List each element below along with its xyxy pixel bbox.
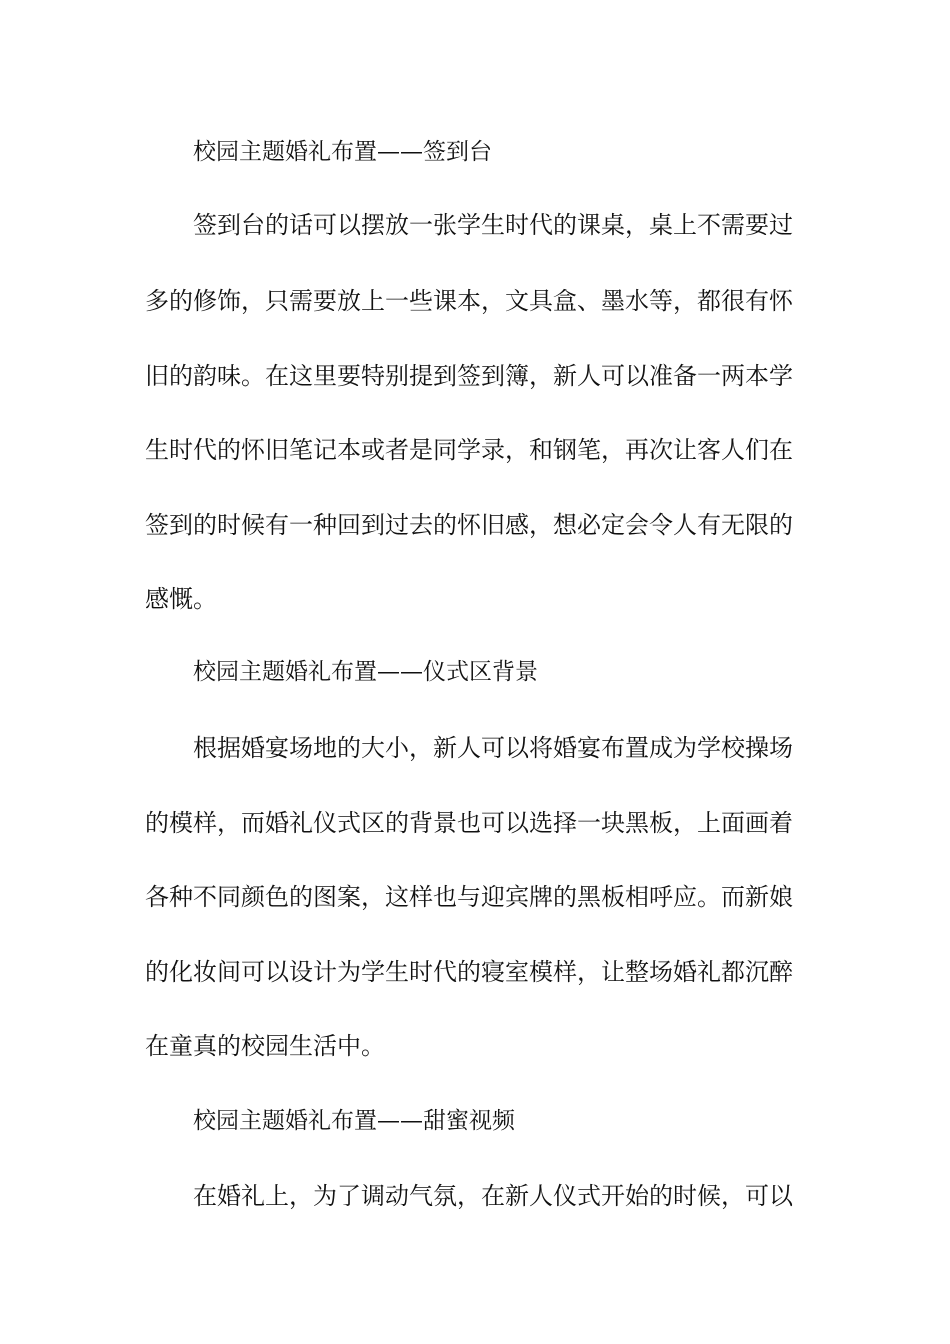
paragraph-line: 在童真的校园生活中。 xyxy=(145,1032,385,1060)
paragraph-line: 多的修饰，只需要放上一些课本，文具盒、墨水等，都很有怀 xyxy=(145,287,793,315)
paragraph-line: 各种不同颜色的图案，这样也与迎宾牌的黑板相呼应。而新娘 xyxy=(145,883,793,911)
paragraph-line: 在婚礼上，为了调动气氛，在新人仪式开始的时候，可以 xyxy=(193,1182,793,1210)
paragraph-line: 根据婚宴场地的大小，新人可以将婚宴布置成为学校操场 xyxy=(193,734,793,762)
section-heading-sign-in-table: 校园主题婚礼布置——签到台 xyxy=(193,139,492,165)
paragraph-line: 的化妆间可以设计为学生时代的寝室模样，让整场婚礼都沉醉 xyxy=(145,958,793,986)
paragraph-line: 签到的时候有一种回到过去的怀旧感，想必定会令人有无限的 xyxy=(145,511,793,539)
paragraph-line: 生时代的怀旧笔记本或者是同学录，和钢笔，再次让客人们在 xyxy=(145,436,793,464)
paragraph-line: 旧的韵味。在这里要特别提到签到簿，新人可以准备一两本学 xyxy=(145,362,793,390)
paragraph-line: 签到台的话可以摆放一张学生时代的课桌，桌上不需要过 xyxy=(193,211,793,239)
section-heading-sweet-video: 校园主题婚礼布置——甜蜜视频 xyxy=(193,1108,515,1134)
paragraph-line: 感慨。 xyxy=(145,585,217,613)
paragraph-line: 的模样，而婚礼仪式区的背景也可以选择一块黑板，上面画着 xyxy=(145,809,793,837)
section-heading-ceremony-backdrop: 校园主题婚礼布置——仪式区背景 xyxy=(193,659,538,685)
